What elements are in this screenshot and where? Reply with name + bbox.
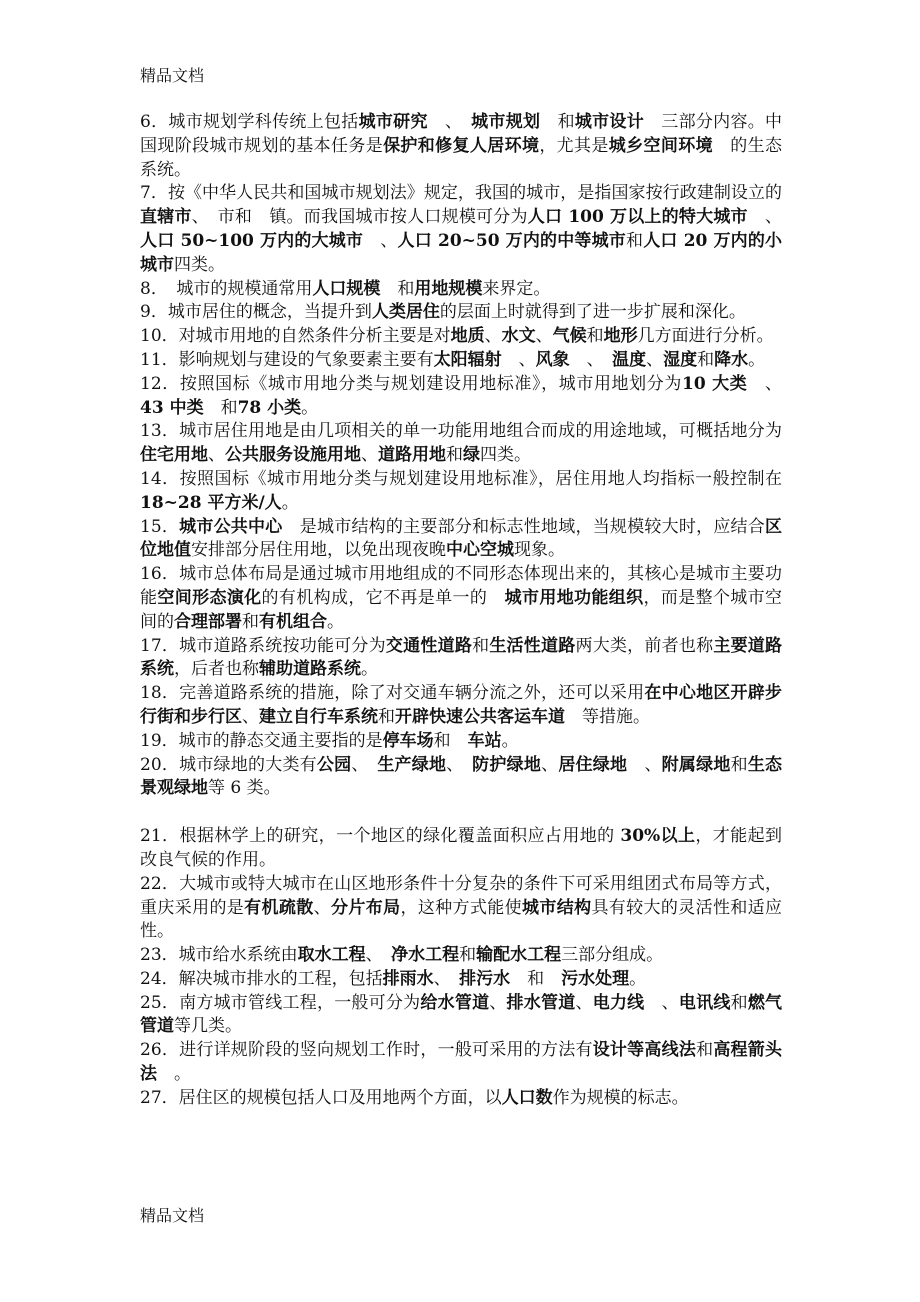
item-text: 和 [586,326,604,347]
answer-text: 生产绿地 [377,754,447,775]
item-text: 按照国标《城市用地分类与规划建设用地标准》，城市用地划分为 [179,373,682,394]
answer-text: 有机疏散 [244,897,314,918]
item-number: 11． [140,349,179,370]
answer-text: 附属绿地 [661,754,731,775]
answer-text: 交通性道路 [385,635,473,656]
answer-text: 分片布局 [331,897,401,918]
item-text: 城市规划学科传统上包括 [168,112,359,132]
item-number: 8． [140,278,160,299]
item-number: 10． [140,326,179,347]
item-text: ，尤其是 [539,135,609,156]
item-text: 。 [501,730,519,751]
item-text: 和 [730,992,748,1013]
answer-text: 开辟快速公共客运车道 [395,706,565,727]
list-item [140,968,782,992]
item-text: 具有较大的灵活性和适应性。 [140,897,783,942]
answer-text: 人口规模 [312,278,381,299]
item-number: 16． [140,564,180,585]
item-text: 。 [361,659,378,680]
item-text: 城市绿地的大类有 [179,754,317,775]
item-text: 、 [484,326,502,347]
document-body [140,111,782,1111]
answer-text: 电力线 [592,992,645,1013]
item-text: 和 [510,968,562,989]
item-text: 、 [747,207,783,228]
list-item [140,111,782,182]
item-text: 、 [644,992,679,1013]
answer-text: 公园 [316,754,352,775]
item-text: 和 [540,112,575,132]
item-text: 和 [626,230,644,251]
answer-text: 主要道路系统 [140,635,783,680]
list-item [140,278,782,302]
answer-text: 水文 [501,326,536,347]
item-text: 和 [472,635,490,656]
answer-text: 建立自行车系统 [259,706,378,727]
item-text: 、 [433,968,460,989]
item-text: 和 [459,945,477,966]
answer-text: 18~28 平方米/人 [140,492,282,513]
item-text: 大城市或特大城市在山区地形条件十分复杂的条件下可采用组团式布局等方式，重庆采用的是 [140,873,783,918]
answer-text: 人口数 [501,1087,553,1108]
item-text: 、 [208,445,225,466]
answer-text: 排雨水 [382,968,434,989]
item-text: 安排部分居住用地，以免出现夜晚 [191,540,446,561]
item-text: 、 [242,706,259,727]
item-number: 26． [140,1040,180,1061]
answer-text: 风象 [535,349,570,370]
answer-text: 城市设计 [574,112,645,132]
answer-text: 10 大类 [682,373,748,394]
item-text: 解决城市排水的工程，包括 [178,968,383,989]
item-text: 、 [535,326,553,347]
item-text: 现象。 [514,540,565,561]
item-text: 城市居住的概念，当提升到 [167,302,372,323]
item-text: 等措施。 [565,706,650,727]
list-item [140,1087,782,1111]
list-item [140,682,782,730]
list-item [140,944,782,968]
answer-text: 输配水工程 [476,945,562,966]
item-text: 、 [361,445,378,466]
item-number: 25． [140,992,180,1013]
item-number: 18． [140,683,180,704]
item-text: 和 [380,278,415,299]
item-text: 三部分内容。中国现阶段城市规划的基本任务是 [140,112,783,156]
item-text: 和 [696,1040,714,1061]
item-number: 14． [140,468,180,489]
item-number: 6． [140,112,169,132]
item-text: 按《中华人民共和国城市规划法》规定，我国的城市，是指国家按行政建制设立的 [167,183,782,204]
answer-text: 区位地值 [140,516,783,561]
item-text: ，后者也称 [174,659,259,680]
item-text: 的有机构成，它不再是单一的 [261,587,505,608]
answer-text: 地形 [603,326,638,347]
list-item [140,301,782,325]
answer-text: 防护绿地 [472,754,542,775]
item-text: 和 [203,397,238,418]
item-text: 南方城市管线工程，一般可分为 [179,992,421,1013]
item-text: 、 [351,754,378,775]
item-text: 。 [748,349,766,370]
answer-text: 排污水 [459,968,511,989]
answer-text: 高程箭头法 [140,1040,783,1085]
answer-text: 温度 [612,349,647,370]
answer-text: 在中心地区开辟步行街和步行区 [140,683,783,727]
item-text: 、 [575,992,593,1013]
item-text: 几方面进行分析。 [637,326,774,347]
answer-text: 电讯线 [678,992,731,1013]
item-text: 和 [730,754,748,775]
item-text: 、 [501,349,536,370]
item-number: 12． [140,373,180,394]
answer-text: 人口 50~100 万内的大城市 [140,230,364,251]
item-text: 对城市用地的自然条件分析主要是对 [178,326,451,347]
answer-text: 合理部署 [174,611,242,632]
item-text: 。 [629,968,647,989]
list-item [140,1039,782,1087]
item-text: 城市给水系统由 [178,945,298,966]
answer-text: 设计等高线法 [592,1040,697,1061]
answer-text: 取水工程 [297,945,366,966]
item-text: 作为规模的标志。 [552,1087,689,1108]
item-text: ，而是整个城市空间的 [140,587,783,632]
item-text: 按照国标《城市用地分类与规划建设用地标准》，居住用地人均指标一般控制在 [179,468,782,489]
page-footer: 精品文档 [140,1206,205,1225]
item-text: 、 [646,349,664,370]
item-text: 和 [242,611,259,632]
list-item [140,420,782,468]
item-text: 城市居住用地是由几项相关的单一功能用地组合而成的用途地域，可概括地分为 [179,421,783,442]
item-text: 四类。 [480,445,531,466]
item-number: 13． [140,421,180,442]
page-header: 精品文档 [140,66,205,85]
item-text: 、 [489,992,507,1013]
answer-text: 城乡空间环境 [608,135,713,156]
item-text: 和 [697,349,715,370]
item-text: 、 [313,897,331,918]
answer-text: 78 小类 [237,397,302,418]
list-item [140,516,782,564]
answer-text: 车站 [467,730,502,751]
item-number: 15． [140,516,180,537]
answer-text: 城市公共中心 [179,516,283,537]
answer-text: 湿度 [663,349,698,370]
item-text: 居住区的规模包括人口及用地两个方面，以 [178,1087,502,1108]
item-number: 9． [140,302,168,323]
item-text: ，才能起到改良气候的作用。 [140,826,783,870]
item-text: 和 [433,730,468,751]
list-item [140,825,782,873]
item-text: ，这种方式能使 [400,897,522,918]
list-item [140,992,782,1040]
item-text: 影响规划与建设的气象要素主要有 [178,349,434,370]
answer-text: 人口 20 万内的小城市 [140,230,783,275]
answer-text: 城市结构 [521,897,592,918]
item-number: 21． [140,826,180,847]
answer-text: 生活性道路 [489,635,576,656]
answer-text: 排水管道 [506,992,576,1013]
answer-text: 人类居住 [371,302,440,323]
item-text: 、 [541,754,559,775]
answer-text: 降水 [714,349,749,370]
item-text: 等 6 类。 [208,778,281,799]
answer-text: 中心空城 [446,540,514,561]
item-number: 22． [140,873,180,894]
answer-text: 空间形态演化 [157,587,262,608]
item-number: 24． [140,968,179,989]
item-text: 、 [365,945,392,966]
answer-text: 燃气管道 [140,992,783,1037]
item-text: 城市的规模通常用 [159,278,313,299]
item-text: 四类。 [174,254,225,275]
answer-text: 生态景观绿地 [140,754,783,799]
list-item [140,349,782,373]
answer-text: 有机组合 [259,611,327,632]
item-text: 进行详规阶段的竖向规划工作时，一般可采用的方法有 [179,1040,593,1061]
item-number: 20． [140,754,180,775]
item-text: 和 [446,445,463,466]
item-text: 三部分组成。 [561,945,664,966]
item-text: 、 [427,112,472,132]
item-text: 、 市和 镇。而我国城市按人口规模可分为 [191,207,528,228]
answer-text: 辅助道路系统 [259,659,361,680]
item-text: 、 [569,349,613,370]
answer-text: 太阳辐射 [433,349,502,370]
item-text: 城市的静态交通主要指的是 [178,730,383,751]
answer-text: 道路用地 [378,445,446,466]
answer-text: 43 中类 [140,397,204,418]
item-text: 城市道路系统按功能可分为 [179,635,386,656]
item-text: 、 [446,754,473,775]
answer-text: 净水工程 [391,945,460,966]
item-text: 、 [363,230,398,251]
list-item [140,373,782,421]
item-number: 17． [140,635,180,656]
item-text: 来界定。 [482,278,551,299]
answer-text: 城市研究 [358,112,428,132]
answer-text: 地质 [450,326,485,347]
item-text: 等几类。 [174,1016,242,1037]
item-text: 、 [747,373,783,394]
list-item [140,873,782,944]
item-text: 两大类，前者也称 [575,635,714,656]
item-text: 根据林学上的研究，一个地区的绿化覆盖面积应占用地的 [179,826,621,847]
answer-text: 城市规划 [471,112,541,132]
list-item [140,468,782,516]
list-item [140,635,782,683]
answer-text: 停车场 [382,730,434,751]
item-number: 23． [140,945,179,966]
list-item [140,754,782,802]
answer-text: 公共服务设施用地 [225,445,361,466]
answer-text: 给水管道 [420,992,490,1013]
answer-text: 污水处理 [561,968,630,989]
answer-text: 城市用地功能组织 [504,587,644,608]
item-text: 是城市结构的主要部分和标志性地域，当规模较大时，应结合 [282,516,766,537]
answer-text: 30%以上 [620,826,696,847]
item-number: 27． [140,1087,179,1108]
list-item [140,563,782,634]
answer-text: 居住绿地 [558,754,628,775]
answer-text: 直辖市 [140,207,192,228]
answer-text: 人口 20~50 万内的中等城市 [397,230,626,251]
item-text: 的层面上时就得到了进一步扩展和深化。 [439,302,746,323]
item-text: 。 [157,1064,191,1085]
item-text: 城市总体布局是通过城市用地组成的不同形态体现出来的，其核心是城市主要功能 [140,564,783,608]
item-number: 7． [140,183,168,204]
answer-text: 保护和修复人居环境 [383,135,540,156]
answer-text: 人口 100 万以上的特大城市 [527,207,748,228]
list-item [140,730,782,754]
list-item [140,325,782,349]
answer-text: 用地规模 [414,278,483,299]
answer-text: 绿 [463,445,480,466]
answer-text: 气候 [552,326,587,347]
item-number: 19． [140,730,179,751]
list-item [140,182,782,277]
answer-text: 住宅用地 [140,445,208,466]
item-text: 的生态系统。 [140,135,783,180]
item-text: 。 [327,611,344,632]
item-text: 、 [627,754,662,775]
blank-line [140,801,782,825]
item-text: 。 [281,492,299,513]
item-text: 和 [378,706,395,727]
item-text: 。 [301,397,319,418]
item-text: 完善道路系统的措施，除了对交通车辆分流之外，还可以采用 [179,683,645,704]
